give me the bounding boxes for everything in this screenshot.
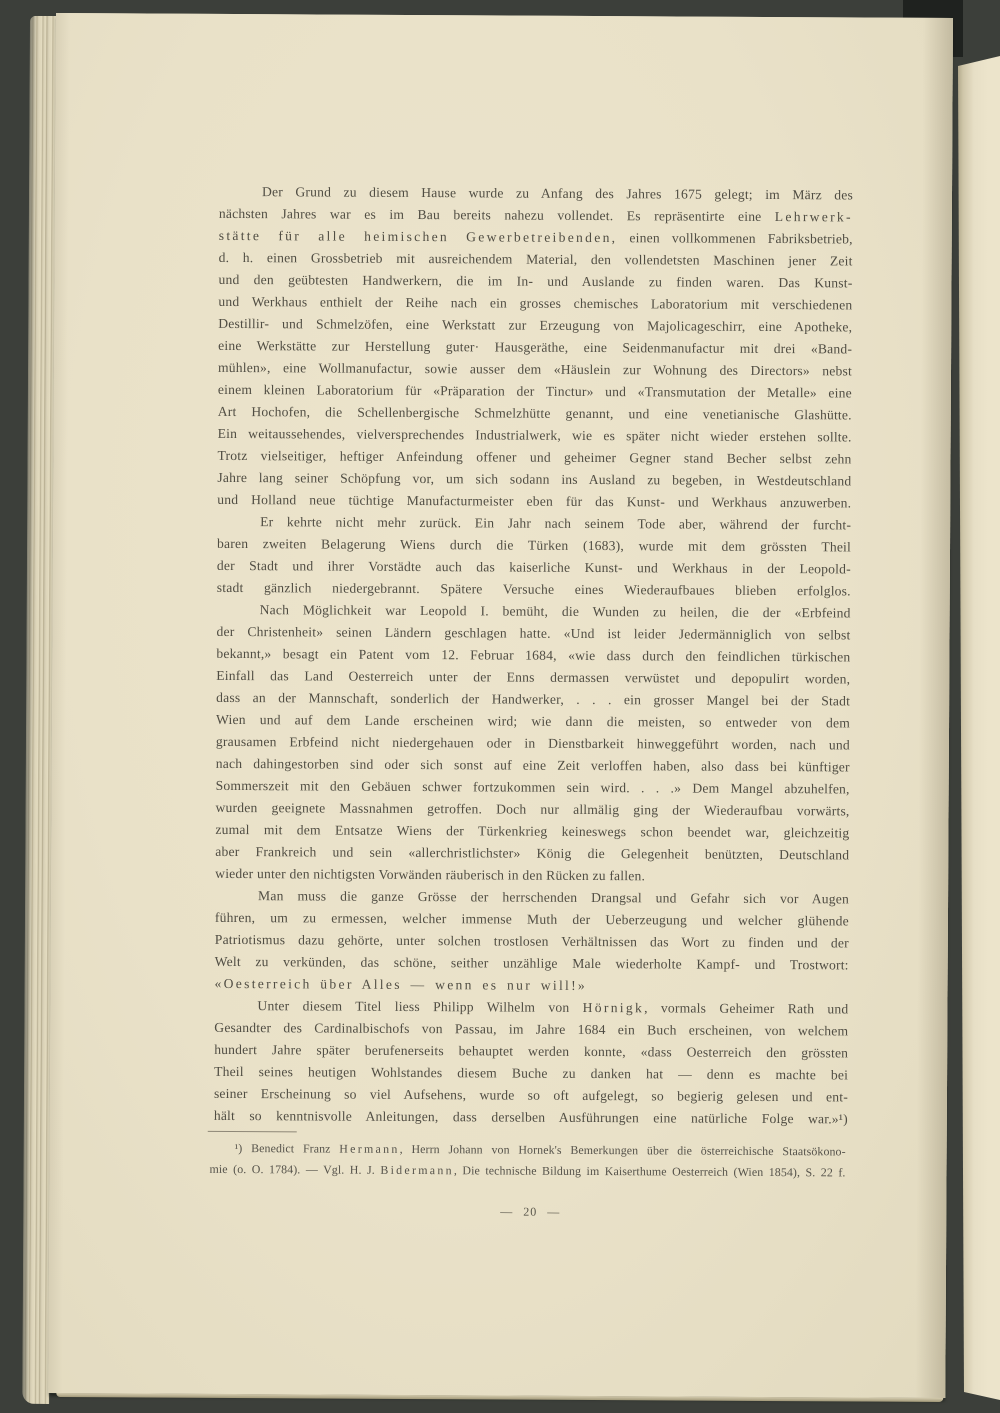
paragraph	[215, 885, 850, 999]
text-segment: nach dahingestorben sind oder sich sonst auf eine Zeit verloffen haben, also dass bei künftiger	[215, 755, 850, 775]
paragraph	[214, 995, 849, 1131]
text-segment: , Die technische Bildung im Kaiserthume Oesterreich (Wien 1854), S. 22 f.	[453, 1163, 846, 1180]
text-segment: baren zweiten Belagerung Wiens durch die Türken (1683), wurde mit dem grössten Theil	[216, 535, 852, 555]
text-segment: d. h. einen Grossbetrieb mit ausreichendem Material, den vollendetsten Maschinen jener Zeit	[218, 249, 853, 269]
body-text	[214, 181, 853, 1131]
text-segment: Gesandter des Cardinalbischofs von Passau, im Jahre 1684 ein Buch erscheinen, von welchem	[214, 1019, 849, 1039]
text-segment: nächsten Jahres war es im Bau bereits nahezu vollendet. Es repräsentirte eine	[218, 205, 775, 225]
text-segment: dass an der Mannschaft, sonderlich der Handwerker, . . . ein grosser Mangel bei der Stadt	[216, 689, 851, 709]
letterspaced-text: Bidermann	[380, 1162, 454, 1178]
text-segment: , vormals Geheimer Rath und	[644, 1000, 849, 1017]
text-segment: Welt zu verkünden, das schöne, seither unzählige Male wiederholte Kampf- und Trostwort:	[214, 953, 849, 973]
text-segment: Der Grund zu diesem Hause wurde zu Anfang des Jahres 1675 gelegt; im März des	[261, 184, 854, 203]
text-segment: Theil seines heutigen Wohlstandes diesem Buche zu danken hat — denn es machte bei	[214, 1063, 849, 1083]
letterspaced-text: Hermann	[339, 1141, 400, 1156]
text-segment: mühlen», eine Wollmanufactur, sowie ausser dem «Häuslein zur Wohnung des Directors» nebst	[217, 359, 853, 379]
text-segment: mie (o. O. 1784). — Vgl. H. J.	[209, 1161, 381, 1177]
letterspaced-text: Lehrwerk-	[774, 209, 853, 225]
text-segment: wurden geeignete Massnahmen getroffen. Doch nur allmälig ging der Wiederaufbau vorwärts,	[215, 799, 850, 819]
text-segment: Einfall das Land Oesterreich unter der Enns dermassen verwüstet und depopulirt worden,	[216, 667, 851, 687]
paragraph	[217, 181, 853, 515]
text-segment: einen vollkommenen Fabriksbetrieb,	[617, 230, 853, 247]
text-segment: Jahre lang seiner Schöpfung vor, um sich sodann ins Ausland zu begeben, in Westdeutschland	[217, 469, 852, 489]
footnote	[209, 1138, 845, 1184]
text-segment: Trotz vielseitiger, heftiger Anfeindung offener und geheimer Gegner stand Becher selbst zehn	[217, 447, 852, 467]
text-segment: Nach Möglichkeit war Leopold I. bemüht, die Wunden zu heilen, die der «Erbfeind	[259, 602, 851, 621]
text-segment: führen, um zu ermessen, welcher immense Muth der Ueberzeugung und welcher glühende	[214, 909, 849, 929]
letterspaced-text: «Oesterreich über Alles — wenn es nur will!»	[214, 975, 588, 993]
text-segment: zumal mit dem Entsatze Wiens der Türkenkrieg keineswegs schon beendet war, gleichzeitig	[215, 821, 850, 841]
text-segment: ¹) Benedict Franz	[234, 1141, 340, 1156]
text-segment: , Herrn Johann von Hornek's Bemerkungen über die österreichische Staatsökono-	[399, 1141, 846, 1159]
text-line	[214, 1105, 848, 1131]
text-segment: Art Hochofen, die Schellenbergische Schmelzhütte genannt, und eine venetianische Glashütte.	[217, 403, 852, 423]
text-segment: seiner Erscheinung so viel Aufsehens, wurde so oft aufgelegt, so begierig gelesen und ent-	[213, 1085, 849, 1105]
text-segment: der Christenheit» seinen Ländern geschlagen hatte. «Und ist leider Jedermänniglich von selbst	[216, 623, 851, 643]
text-segment: und Werkhaus enthielt der Reihe nach ein grosses chemisches Laboratorium mit verschiedenen	[218, 293, 853, 313]
page-number: — 20 —	[500, 1204, 561, 1219]
text-segment: einem kleinen Laboratorium für «Präparation der Tinctur» und «Transmutation der Metalle» eine	[217, 381, 852, 401]
text-segment: Destillir- und Schmelzöfen, eine Werkstatt zur Erzeugung von Majolicageschirr, eine Apotheke,	[218, 315, 853, 335]
text-segment: der Stadt und ihrer Vorstädte auch das kaiserliche Kunst- und Werkhaus in der Leopold-	[216, 557, 851, 577]
text-segment: Wien und auf dem Lande erscheinen wird; wie dann die meisten, so entweder von dem	[216, 711, 851, 731]
text-segment: Man muss die ganze Grösse der herrschenden Drangsal und Gefahr sich vor Augen	[258, 888, 850, 907]
text-line	[209, 1159, 845, 1184]
text-segment: stadt gänzlich niedergebrannt. Spätere Versuche eines Wiederaufbaues blieben erfolglos.	[216, 579, 851, 599]
paragraph	[215, 599, 851, 889]
text-segment: bekannt,» besagt ein Patent vom 12. Februar 1684, «wie dass durch den feindlichen türkischen	[216, 645, 851, 665]
letterspaced-text: stätte für alle heimischen Gewerbetreibenden,	[218, 227, 618, 246]
adjacent-page-edge	[956, 0, 1000, 1413]
paragraph	[217, 511, 851, 603]
text-segment: Patriotismus dazu gehörte, unter solchen trostlosen Verhältnissen das Wort zu finden und der	[214, 931, 849, 951]
text-segment: grausamen Erbfeind nicht niedergehauen oder in Dienstbarkeit hinweggeführt worden, nach und	[215, 733, 850, 753]
text-segment: Ein weitaussehendes, vielversprechendes Industrialwerk, wie es später nicht wieder erstehen sollte.	[217, 425, 852, 445]
text-segment: hundert Jahre später berufenerseits behauptet werden konnte, «dass Oesterreich den grössten	[214, 1041, 849, 1061]
text-segment: Sommerszeit mit den Gebäuen schwer fortzukommen sein wird. . . .» Dem Mangel abzuhelfen,	[215, 777, 850, 797]
text-segment: wieder unter den nichtigsten Vorwänden räuberisch in den Rücken zu fallen.	[215, 865, 646, 884]
letterspaced-text: Hörnigk	[582, 999, 645, 1016]
page-surface	[48, 13, 953, 1398]
book-block	[48, 13, 953, 1398]
text-segment: Er kehrte nicht mehr zurück. Ein Jahr nach seinem Tode aber, während der furcht-	[260, 514, 852, 533]
text-segment: Unter diesem Titel liess Philipp Wilhelm von	[257, 998, 583, 1015]
text-segment: hält so kenntnisvolle Anleitungen, dass derselben Ausführungen eine natürliche Folge war.»¹)	[213, 1107, 848, 1127]
text-segment: aber Frankreich und sein «allerchristlichster» König die Gelegenheit benützten, Deutschland	[215, 843, 850, 863]
text-segment: und den geübtesten Handwerkern, die im In- und Auslande zu finden waren. Das Kunst-	[218, 271, 853, 291]
text-segment: und Holland neue tüchtige Manufacturmeister eben für das Kunst- und Werkhaus anzuwerben.	[217, 491, 852, 511]
footnote-separator	[208, 1131, 297, 1132]
text-segment: eine Werkstätte zur Herstellung guter· Hausgeräthe, eine Seidenmanufactur mit drei «Band-	[218, 337, 853, 357]
